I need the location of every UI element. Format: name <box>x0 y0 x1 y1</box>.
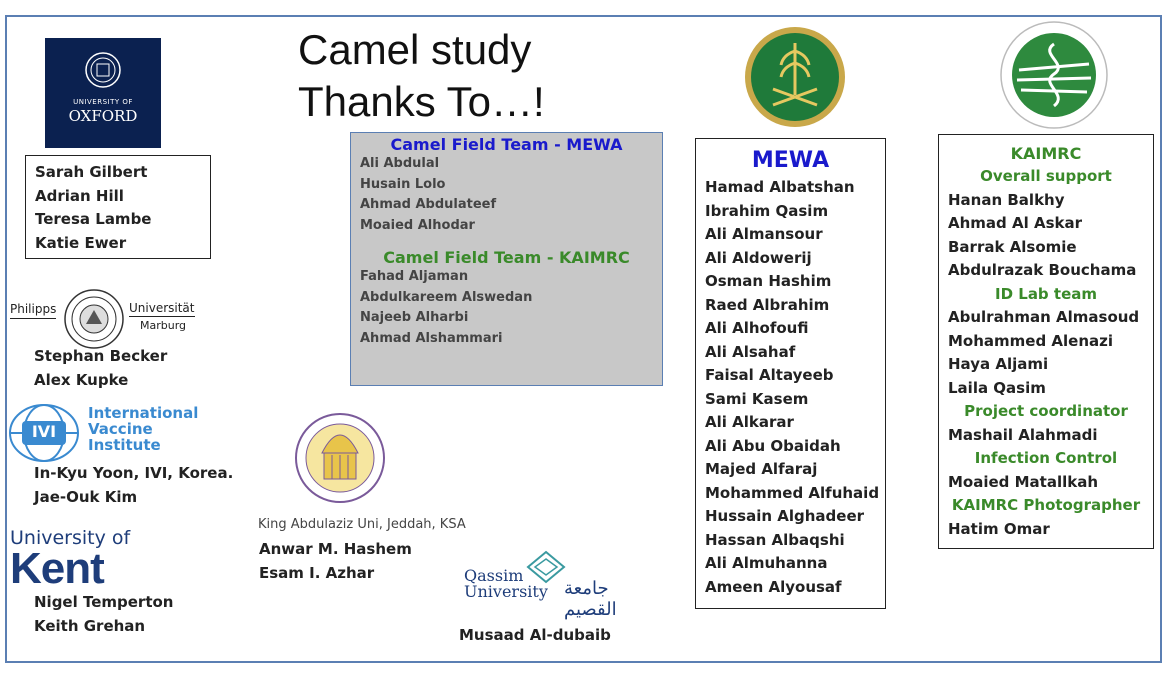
marburg-right-text-1: Universität <box>129 301 195 315</box>
slide-title <box>298 24 545 128</box>
list-item: Ali Almuhanna <box>705 554 828 572</box>
list-item: Haya Aljami <box>948 355 1049 373</box>
list-item: Osman Hashim <box>705 272 832 290</box>
list-item: Majed Alfaraj <box>705 460 818 478</box>
mewa-box <box>695 138 886 609</box>
kaimrc-logo-icon <box>999 20 1109 130</box>
list-item: Moaied Alhodar <box>360 217 475 233</box>
oxford-names-box <box>25 155 211 259</box>
list-item: Esam I. Azhar <box>259 563 375 582</box>
ivi-line1: International <box>88 404 199 422</box>
marburg-seal-icon <box>62 288 126 350</box>
marburg-names <box>34 345 167 392</box>
mewa-heading: MEWA <box>751 148 830 173</box>
section-heading: KAIMRC Photographer <box>951 496 1141 514</box>
list-item: Faisal Altayeeb <box>705 366 834 384</box>
kent-line2: Kent <box>10 544 104 593</box>
list-item: Adrian Hill <box>35 186 124 205</box>
kfmrc-names <box>259 538 412 585</box>
qassim-wordmark <box>464 568 548 600</box>
marburg-logo <box>10 288 200 348</box>
section-heading: ID Lab team <box>995 284 1097 303</box>
ivi-logo <box>8 403 198 463</box>
mewa-names <box>705 176 885 599</box>
list-item: Ali Abu Obaidah <box>705 436 841 455</box>
kent-line1: University of <box>10 527 131 549</box>
oxford-names <box>35 161 210 255</box>
oxford-logo-line2: OXFORD <box>68 107 138 125</box>
field-team-box <box>350 132 663 386</box>
list-item: Jae-Ouk Kim <box>34 487 138 506</box>
list-item: Stephan Becker <box>34 347 168 365</box>
list-item: Hatim Omar <box>948 519 1050 538</box>
field-team-kaimrc-list <box>360 267 662 349</box>
list-item: Abdulrazak Bouchama <box>948 261 1137 279</box>
field-team-mewa-heading: Camel Field Team - MEWA <box>390 135 623 154</box>
list-item: Raed Albrahim <box>705 295 830 314</box>
list-item: Mashail Alahmadi <box>948 425 1098 444</box>
list-item: Ahmad Alshammari <box>360 330 503 346</box>
list-item: Ali Alsahaf <box>705 342 796 361</box>
qassim-arabic: جامعة القصيم <box>564 578 617 620</box>
list-item: Keith Grehan <box>34 616 146 635</box>
kfmrc-affiliation: King Abdulaziz Uni, Jeddah, KSA <box>258 517 466 532</box>
list-item: Moaied Matallkah <box>948 472 1099 491</box>
kaimrc-heading: KAIMRC <box>1010 144 1082 163</box>
list-item: In-Kyu Yoon, IVI, Korea. <box>34 464 234 482</box>
marburg-right-text-2: Marburg <box>140 319 187 332</box>
list-item: Najeeb Alharbi <box>360 310 469 325</box>
kfmrc-seal-icon <box>292 403 388 513</box>
list-item: Laila Qasim <box>948 378 1046 397</box>
list-item: Abulrahman Almasoud <box>948 308 1140 326</box>
list-item: Nigel Temperton <box>34 593 174 611</box>
oxford-crest-icon <box>83 48 123 92</box>
marburg-left-text: Philipps <box>10 302 56 319</box>
ivi-badge-text: IVI <box>31 422 57 441</box>
list-item: Fahad Aljaman <box>360 269 469 284</box>
list-item: Alex Kupke <box>34 370 129 389</box>
ivi-line2: Vaccine <box>88 420 153 438</box>
section-heading: Project coordinator <box>964 402 1128 420</box>
list-item: Hussain Alghadeer <box>705 507 865 525</box>
list-item: Ali Almansour <box>705 225 823 243</box>
list-item: Ameen Alyousaf <box>705 577 842 596</box>
kent-logo <box>10 527 131 593</box>
mewa-emblem-icon <box>743 25 847 129</box>
ivi-line3: Institute <box>88 436 161 454</box>
list-item: Barrak Alsomie <box>948 237 1077 256</box>
list-item: Husain Lolo <box>360 176 446 192</box>
oxford-logo <box>45 38 161 148</box>
qassim-name: Musaad Al-dubaib <box>459 626 611 644</box>
list-item: Ahmad Abdulateef <box>360 197 497 212</box>
field-team-mewa-list <box>360 154 662 236</box>
qassim-logo <box>464 550 664 620</box>
list-item: Ali Alkarar <box>705 413 794 431</box>
list-item: Ahmad Al Askar <box>948 214 1083 232</box>
ivi-wordmark <box>88 405 198 453</box>
list-item: Anwar M. Hashem <box>259 540 412 558</box>
kaimrc-box <box>938 134 1154 549</box>
list-item: Ibrahim Qasim <box>705 201 829 220</box>
qassim-line1: Qassim <box>464 566 524 585</box>
list-item: Hassan Albaqshi <box>705 530 845 549</box>
list-item: Mohammed Alfuhaid <box>705 483 880 502</box>
list-item: Sarah Gilbert <box>35 163 148 181</box>
field-team-kaimrc-heading: Camel Field Team - KAIMRC <box>383 248 630 267</box>
kaimrc-list <box>948 165 1153 541</box>
title-line-2: Thanks To…! <box>298 78 545 125</box>
list-item: Katie Ewer <box>35 233 127 252</box>
ivi-names <box>34 462 233 509</box>
title-line-1: Camel study <box>298 26 532 73</box>
list-item: Abdulkareem Alswedan <box>360 289 533 305</box>
list-item: Ali Abdulal <box>360 156 440 171</box>
list-item: Teresa Lambe <box>35 210 152 228</box>
list-item: Hanan Balkhy <box>948 190 1065 209</box>
section-heading: Infection Control <box>974 449 1118 467</box>
list-item: Ali Alhofoufi <box>705 319 809 337</box>
oxford-logo-line1: UNIVERSITY OF <box>73 98 133 106</box>
list-item: Ali Aldowerij <box>705 248 812 267</box>
kent-names <box>34 591 173 638</box>
list-item: Hamad Albatshan <box>705 178 855 196</box>
qassim-line2: University <box>464 582 548 601</box>
list-item: Sami Kasem <box>705 389 809 408</box>
list-item: Mohammed Alenazi <box>948 331 1114 350</box>
section-heading: Overall support <box>980 167 1112 185</box>
